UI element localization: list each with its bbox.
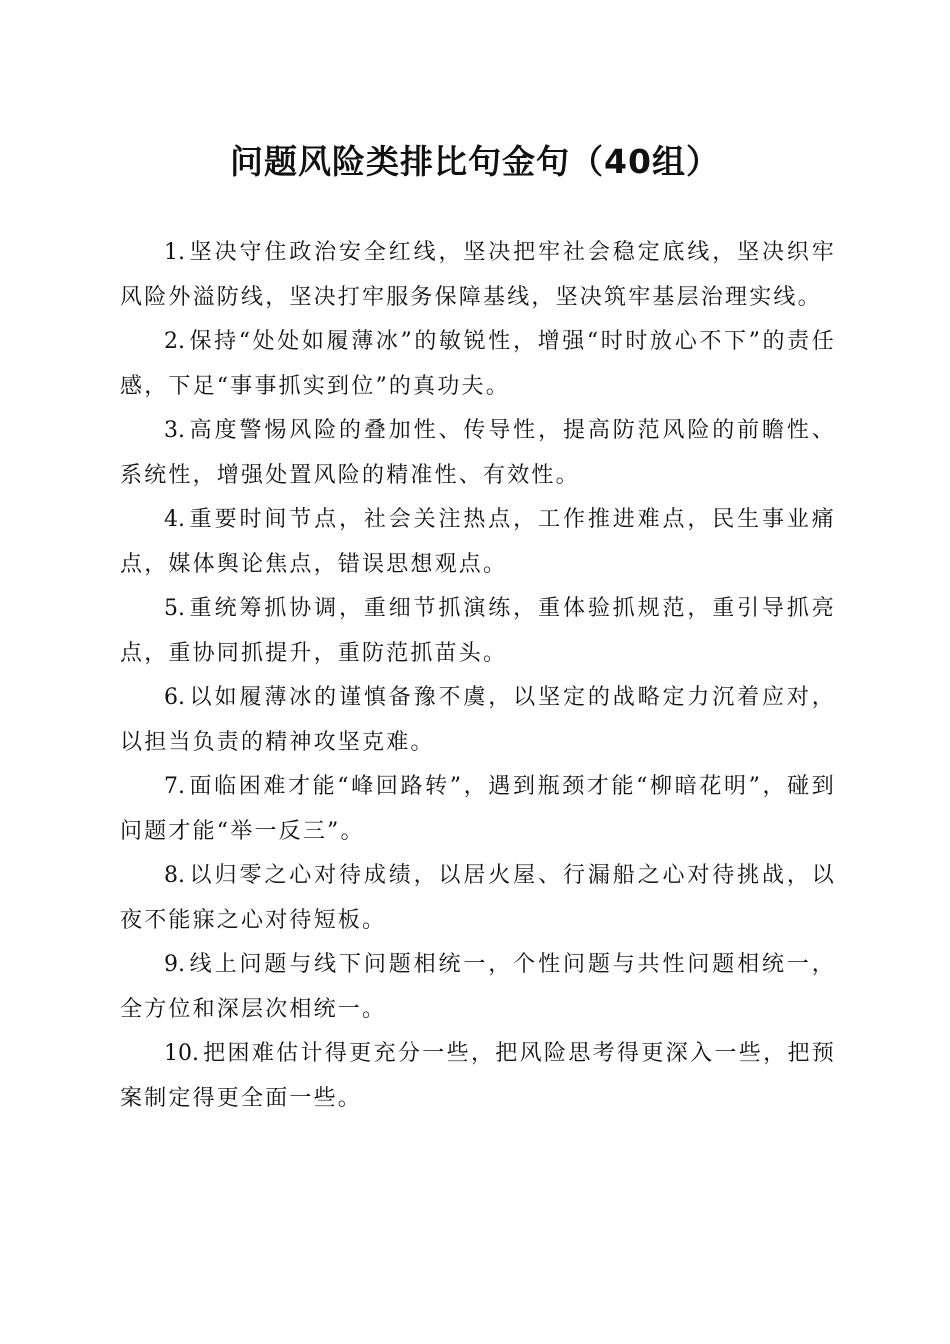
item-text: 重统筹抓协调，重细节抓演练，重体验抓规范，重引导抓亮点，重协同抓提升，重防范抓苗头。 <box>120 596 836 666</box>
list-item <box>120 854 836 943</box>
item-text: 以归零之心对待成绩，以居火屋、行漏船之心对待挑战，以夜不能寐之心对待短板。 <box>120 863 836 933</box>
list-item <box>120 676 836 765</box>
item-number: 9. <box>164 952 185 977</box>
item-number: 7. <box>164 774 185 799</box>
list-item <box>120 943 836 1032</box>
item-number: 6. <box>164 685 185 710</box>
document-title: 问题风险类排比句金句（40组） <box>230 142 720 181</box>
document-body <box>120 231 836 1121</box>
item-number: 8. <box>164 863 185 888</box>
item-number: 1. <box>164 240 185 265</box>
item-text: 线上问题与线下问题相统一，个性问题与共性问题相统一，全方位和深层次相统一。 <box>120 952 836 1022</box>
list-item <box>120 320 836 409</box>
item-number: 3. <box>164 418 185 443</box>
item-text: 重要时间节点，社会关注热点，工作推进难点，民生事业痛点，媒体舆论焦点，错误思想观点。 <box>120 507 836 577</box>
item-number: 10. <box>164 1041 199 1066</box>
list-item <box>120 587 836 676</box>
item-text: 高度警惕风险的叠加性、传导性，提高防范风险的前瞻性、系统性，增强处置风险的精准性、有效性。 <box>120 418 836 488</box>
list-item <box>120 409 836 498</box>
item-text: 把困难估计得更充分一些，把风险思考得更深入一些，把预案制定得更全面一些。 <box>120 1041 836 1111</box>
item-text: 保持“处处如履薄冰”的敏锐性，增强“时时放心不下”的责任感，下足“事事抓实到位”的真功夫。 <box>120 329 836 399</box>
list-item <box>120 231 836 320</box>
item-text: 坚决守住政治安全红线，坚决把牢社会稳定底线，坚决织牢风险外溢防线，坚决打牢服务保障基线，坚决筑牢基层治理实线。 <box>120 240 836 310</box>
list-item <box>120 1032 836 1121</box>
list-item <box>120 498 836 587</box>
item-text: 以如履薄冰的谨慎备豫不虞，以坚定的战略定力沉着应对，以担当负责的精神攻坚克难。 <box>120 685 836 755</box>
list-item <box>120 765 836 854</box>
item-number: 4. <box>164 507 185 532</box>
item-number: 5. <box>164 596 185 621</box>
item-text: 面临困难才能“峰回路转”，遇到瓶颈才能“柳暗花明”，碰到问题才能“举一反三”。 <box>120 774 836 844</box>
item-number: 2. <box>164 329 185 354</box>
